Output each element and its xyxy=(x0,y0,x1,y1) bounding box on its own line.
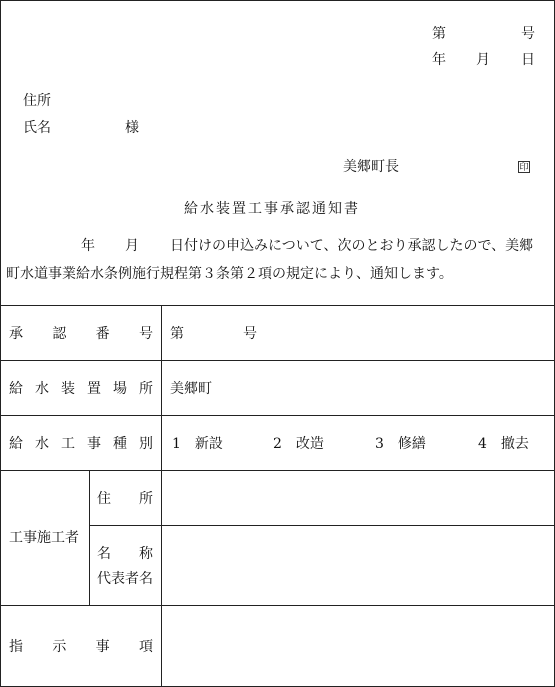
row-divider xyxy=(1,415,554,416)
instructions-label: 指 示 事 項 xyxy=(9,639,153,655)
approval-number-suffix: 号 xyxy=(243,326,257,342)
row-divider xyxy=(89,525,554,526)
work-type-option-new: 1 新設 xyxy=(172,436,223,452)
contractor-address-label: 住 所 xyxy=(97,491,153,507)
row-divider xyxy=(1,360,554,361)
doc-number-suffix: 号 xyxy=(521,26,535,42)
date-month: 月 xyxy=(476,52,490,68)
work-type-option-modify: 2 改造 xyxy=(273,436,324,452)
issuer-title: 美郷町長 xyxy=(343,159,399,175)
contractor-name-label: 名 称 xyxy=(97,546,153,562)
row-divider xyxy=(1,470,554,471)
row-divider xyxy=(1,605,554,606)
table-top-border xyxy=(1,305,554,306)
recipient-address-label: 住所 xyxy=(23,93,51,109)
doc-number-prefix: 第 xyxy=(432,26,446,42)
document-title: 給水装置工事承認通知書 xyxy=(184,201,360,217)
work-type-label: 給 水 工 事 種 別 xyxy=(9,436,153,452)
approval-number-prefix: 第 xyxy=(170,326,184,342)
install-location-label: 給 水 装 置 場 所 xyxy=(9,381,153,397)
work-type-option-repair: 3 修繕 xyxy=(375,436,426,452)
date-year: 年 xyxy=(432,52,446,68)
recipient-honorific: 様 xyxy=(125,120,139,136)
column-divider xyxy=(89,470,90,605)
recipient-name-label: 氏名 xyxy=(23,120,51,136)
work-type-option-remove: 4 撤去 xyxy=(478,436,529,452)
contractor-label: 工事施工者 xyxy=(9,530,79,546)
seal-mark: 印 xyxy=(519,163,529,173)
date-day: 日 xyxy=(521,52,535,68)
column-divider xyxy=(161,305,162,686)
install-location-value: 美郷町 xyxy=(170,381,212,397)
body-year: 年 xyxy=(81,238,95,254)
body-month: 月 xyxy=(125,238,139,254)
body-line-2: 町水道事業給水条例施行規程第３条第２項の規定により、通知します。 xyxy=(6,266,453,282)
contractor-rep-label: 代表者名 xyxy=(97,571,153,587)
approval-number-label: 承 認 番 号 xyxy=(9,326,153,342)
body-line-1: 日付けの申込みについて、次のとおり承認したので、美郷 xyxy=(170,238,534,254)
